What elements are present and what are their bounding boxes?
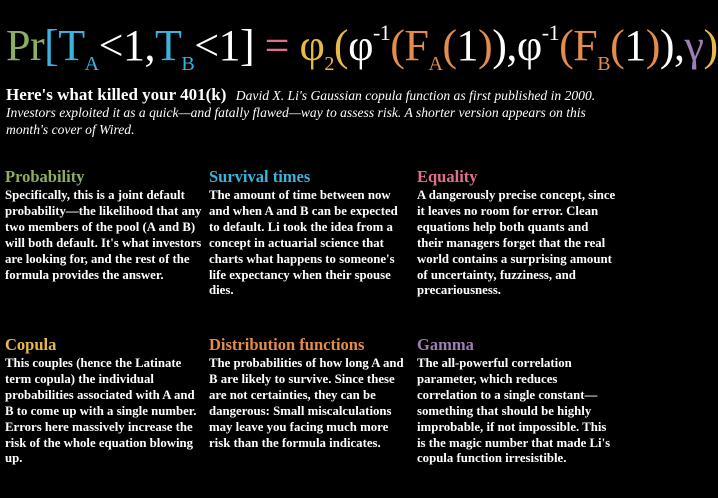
section-text-probability: Specifically, this is a joint default probability—the likelihood that any two members of the pool (A and B) will both default. It's what investors are looking for, and the rest of the formula provides the answer. bbox=[5, 188, 202, 282]
formula-rbracket: ] bbox=[240, 21, 255, 70]
section-title-equality: Equality bbox=[417, 167, 478, 186]
section-text-distribution-functions: The probabilities of how long A and B are likely to survive. Since these are not certainties, they can be dangerous: Small miscalculations may leave you facing much more risk than the formula indicates. bbox=[209, 356, 404, 450]
section-text-copula: This couples (hence the Latinate term copula) the individual probabilities associated with A and B to come up with a single number. Errors here massively increase the risk of the whole equation blowing up. bbox=[5, 356, 197, 466]
formula-rparen-5: ) bbox=[703, 21, 718, 70]
formula-gamma: γ bbox=[684, 21, 704, 70]
formula-comma-3: , bbox=[674, 21, 685, 70]
formula-pr: Pr bbox=[6, 21, 45, 70]
formula-phi-inv-1: $\varphi^{-1}$ bbox=[348, 20, 391, 70]
formula-lparen-5: ( bbox=[610, 21, 625, 70]
intro-body: David X. Li's Gaussian copula function as first published in 2000. Investors exploited it as a quick—and fatally flawed—way to assess risk. A shorter version appears on this month's cover of Wired. bbox=[6, 88, 596, 137]
section-text-equality: A dangerously precise concept, since it leaves no room for error. Clean equations help both quants and their managers forget that the real world contains a surprising amount of uncertainty, fuzziness, and precariousness. bbox=[417, 188, 616, 298]
section-text-gamma: The all-powerful correlation parameter, which reduces correlation to a single constant—something that should be highly improbable, if not impossible. This is the magic number that made Li's copula function irresistible. bbox=[417, 356, 611, 466]
formula-ta: $T_A$ bbox=[58, 21, 99, 75]
formula-fb: $F_B$ bbox=[573, 21, 611, 75]
section-gamma bbox=[417, 336, 617, 467]
formula-rparen-4: ) bbox=[659, 21, 675, 70]
formula-fa: $F_A$ bbox=[404, 21, 443, 75]
section-title-distribution-functions: Distribution functions bbox=[209, 335, 365, 354]
formula-rparen-1: ) bbox=[478, 21, 493, 70]
formula-rparen-3: ) bbox=[645, 21, 660, 70]
intro-lead: Here's what killed your 401(k) bbox=[6, 85, 227, 104]
formula-one-2: 1 bbox=[624, 21, 646, 70]
formula-phi-inv-2: $\varphi^{-1}$ bbox=[516, 20, 560, 70]
formula-comma-1: , bbox=[144, 21, 155, 70]
section-probability bbox=[5, 168, 205, 283]
section-equality bbox=[417, 168, 617, 299]
formula-lparen-3: ( bbox=[442, 21, 457, 70]
formula-lbracket: [ bbox=[44, 21, 59, 70]
formula-lparen-4: ( bbox=[559, 21, 574, 70]
formula-phi2: $\varphi_2$ bbox=[299, 21, 334, 75]
formula-equals: = bbox=[254, 21, 300, 70]
formula-lt-1: <1 bbox=[98, 21, 145, 70]
formula-one-1: 1 bbox=[456, 21, 479, 70]
section-title-survival-times: Survival times bbox=[209, 167, 311, 186]
section-title-gamma: Gamma bbox=[417, 335, 474, 354]
section-survival-times bbox=[209, 168, 409, 299]
section-text-survival-times: The amount of time between now and when A and B can be expected to default. Li took the idea from a concept in actuarial science that charts what happens to someone's life expectancy when their spouse dies. bbox=[209, 188, 398, 298]
formula-lt-2: <1 bbox=[194, 21, 241, 70]
formula-lparen-1: ( bbox=[333, 21, 349, 70]
section-title-copula: Copula bbox=[5, 335, 57, 354]
section-title-probability: Probability bbox=[5, 167, 85, 186]
formula-lparen-2: ( bbox=[390, 21, 405, 70]
formula-rparen-2: ) bbox=[492, 21, 507, 70]
formula-tb: $T_B$ bbox=[154, 21, 195, 75]
formula-comma-2: , bbox=[506, 21, 517, 70]
section-distribution-functions bbox=[209, 336, 409, 451]
section-copula bbox=[5, 336, 205, 467]
copula-formula bbox=[6, 2, 718, 75]
intro-paragraph bbox=[6, 86, 616, 138]
